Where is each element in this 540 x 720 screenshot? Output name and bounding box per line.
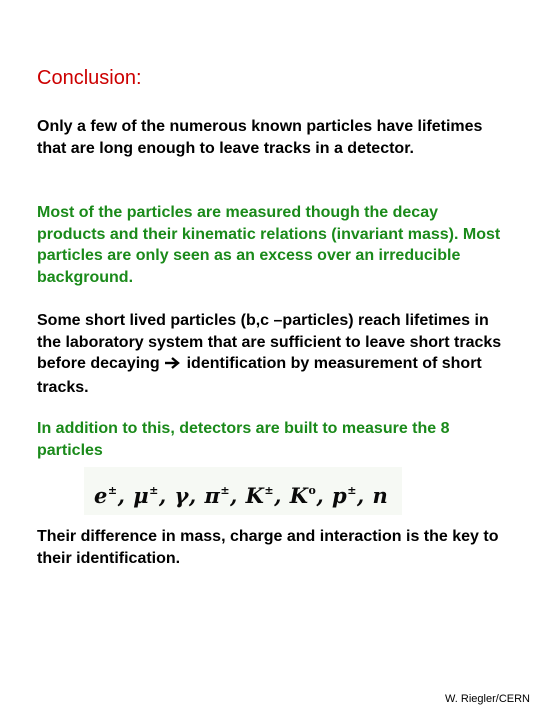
particle-name: n [372, 483, 389, 508]
paragraph-short-tracks [37, 310, 507, 398]
paragraph-decay-products: Most of the particles are measured though the decay products and their kinematic relations (invariant mass). Most particles are only seen as an excess over an irreducible background. [37, 204, 501, 286]
short-tracks-text-after: identification by measurement of short tracks. [37, 355, 482, 396]
particle-charge: ± [264, 484, 275, 497]
particle-name: p [332, 483, 348, 508]
particle-separator: , [158, 483, 175, 508]
particle-symbol [373, 483, 389, 508]
particle-charge: ± [149, 484, 159, 497]
particle-separator: , [188, 483, 205, 508]
particle-separator: , [274, 483, 290, 508]
particle-symbol [94, 483, 118, 508]
short-tracks-text-before: Some short lived particles (b,c –particles) reach lifetimes in the laboratory system that are sufficient to leave short tracks before decaying [37, 312, 502, 373]
particle-charge: ± [220, 484, 231, 497]
particle-separator: , [356, 483, 373, 508]
paragraph-eight-particles: In addition to this, detectors are built to measure the 8 particles [37, 420, 450, 459]
particle-separator: , [316, 483, 332, 508]
slide-title: Conclusion: [37, 67, 142, 89]
particle-name: π [204, 483, 221, 508]
particle-charge: ± [107, 484, 118, 497]
particle-separator: , [230, 483, 246, 508]
particle-charge: ± [347, 484, 357, 497]
particle-symbol [332, 483, 357, 508]
particle-separator: , [117, 483, 134, 508]
paragraph-long-lived-particles: Only a few of the numerous known particles have lifetimes that are long enough to leave tracks in a detector. [37, 118, 483, 157]
particle-name: K [245, 483, 265, 508]
paragraph-identification: Their difference in mass, charge and interaction is the key to their identification. [37, 528, 499, 567]
author-credit: W. Riegler/CERN [445, 693, 530, 705]
particle-name: μ [133, 483, 150, 508]
particle-symbol [133, 483, 159, 508]
particle-symbol [290, 483, 317, 508]
particle-list-image [84, 467, 402, 515]
particle-symbol [246, 483, 274, 508]
particle-list [94, 476, 388, 511]
right-arrow-icon [164, 355, 182, 377]
particle-symbol [174, 483, 188, 508]
particle-name: e [94, 483, 108, 508]
particle-symbol [204, 483, 230, 508]
particle-charge: o [308, 484, 317, 497]
particle-name: γ [174, 483, 189, 508]
particle-name: K [289, 483, 309, 508]
